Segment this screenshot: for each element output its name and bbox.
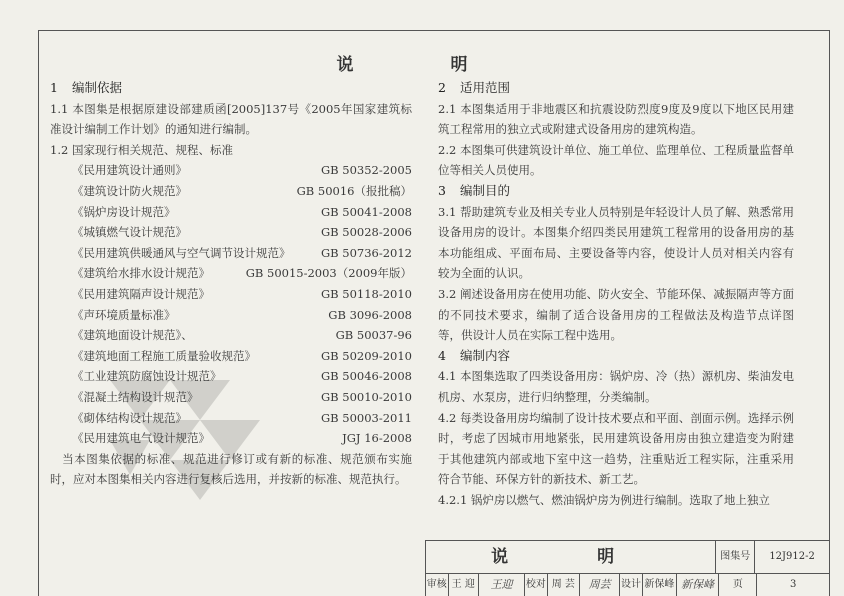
standard-item (50, 428, 412, 449)
standard-code: GB 50118-2010 (320, 286, 412, 301)
paragraph-1-2: 1.2 国家现行相关规范、规程、标准 (50, 142, 233, 157)
standard-name: 《民用建筑隔声设计规范》 (72, 286, 210, 301)
standard-code: GB 50046-2008 (320, 369, 412, 384)
standard-item (50, 160, 412, 181)
standard-code: GB 50037-96 (335, 328, 412, 343)
check-label: 校对 (525, 574, 548, 596)
review-label: 审核 (426, 574, 449, 596)
standard-name: 《建筑地面设计规范》、 (72, 328, 193, 343)
standard-name: 《民用建筑供暖通风与空气调节设计规范》 (72, 245, 291, 260)
paragraph-note: 当本图集依据的标准、规范进行修订或有新的标准、规范颁布实施时，应对本图集相关内容进行复核后选用，并按新的标准、规范执行。 (50, 451, 412, 487)
design-label: 设计 (620, 574, 643, 596)
section-number: 2 (438, 80, 446, 95)
page-number: 3 (790, 579, 797, 590)
section-3-heading (438, 181, 794, 202)
standard-code: GB 50352-2005 (320, 163, 412, 178)
standard-name: 《砌体结构设计规范》 (72, 410, 187, 425)
standard-name: 《城镇燃气设计规范》 (72, 225, 187, 240)
standard-item (50, 263, 412, 284)
standard-name: 《声环境质量标准》 (72, 307, 176, 322)
standard-name: 《民用建筑设计通则》 (72, 163, 187, 178)
design-name: 新保峰 (643, 574, 677, 596)
standard-item (50, 346, 412, 367)
review-signature: 王迎 (479, 574, 525, 596)
review-name: 王 迎 (449, 574, 479, 596)
paragraph-4-2-1: 4.2.1 锅炉房以燃气、燃油锅炉房为例进行编制。选取了地上独立 (438, 492, 770, 507)
standard-item (50, 181, 412, 202)
standards-list (50, 160, 412, 448)
section-title: 适用范围 (460, 80, 511, 95)
standard-item (50, 366, 412, 387)
standard-item (50, 305, 412, 326)
standard-code: GB 50028-2006 (320, 225, 412, 240)
paragraph-2-2: 2.2 本图集可供建筑设计单位、施工单位、监理单位、工程质量监督单位等相关人员使用。 (438, 142, 794, 178)
standard-item (50, 408, 412, 429)
paragraph-4-2: 4.2 每类设备用房均编制了设计技术要点和平面、剖面示例。选择示例时，考虑了因城市用地紧张，民用建筑设备用房由独立建造变为附建于其他建筑内部或地下室中这一趋势，注重贴近工程实际，注重采用符合节能、环保方针的新技术、新工艺。 (438, 410, 794, 487)
standard-code: GB 50003-2011 (320, 410, 412, 425)
standard-item (50, 325, 412, 346)
standard-item (50, 387, 412, 408)
standard-code: GB 50041-2008 (320, 204, 412, 219)
section-number: 3 (438, 182, 446, 198)
paragraph-3-2: 3.2 阐述设备用房在使用功能、防火安全、节能环保、减振隔声等方面的不同技术要求，编制了适合设备用房的工程做法及构造节点详图等，供设计人员在实际工程中选用。 (438, 286, 794, 343)
check-signature: 周芸 (580, 574, 620, 596)
page-title: 说 明 (336, 55, 508, 75)
paragraph-4-1: 4.1 本图集选取了四类设备用房：锅炉房、冷（热）源机房、柴油发电机房、水泵房，进行归纳整理，分类编制。 (438, 369, 794, 404)
section-1-heading (50, 78, 412, 99)
standard-code: GB 50016（报批稿） (296, 183, 412, 198)
paragraph-1-1: 1.1 本图集是根据原建设部建质函[2005]137号《2005年国家建筑标准设计编制工作计划》的通知进行编制。 (50, 101, 412, 137)
standard-code: GB 50015-2003（2009年版） (245, 266, 412, 281)
standard-name: 《锅炉房设计规范》 (72, 204, 176, 219)
standard-item (50, 202, 412, 223)
section-number: 1 (50, 80, 58, 95)
atlas-label: 图集号 (716, 541, 755, 573)
section-title: 编制依据 (72, 80, 123, 95)
standard-code: GB 50010-2010 (320, 389, 412, 404)
section-4-heading (438, 346, 794, 367)
standard-name: 《建筑给水排水设计规范》 (72, 266, 210, 281)
design-signature: 新保峰 (677, 574, 719, 596)
standard-item (50, 222, 412, 243)
standard-name: 《建筑地面工程施工质量验收规范》 (72, 348, 256, 363)
standard-code: GB 50736-2012 (320, 245, 412, 260)
check-name: 周 芸 (548, 574, 580, 596)
standard-code: GB 3096-2008 (328, 307, 412, 322)
title-block-row-top (426, 541, 829, 574)
left-column (50, 78, 412, 490)
standard-name: 《民用建筑电气设计规范》 (72, 431, 210, 446)
standard-code: JGJ 16-2008 (342, 431, 412, 446)
title-block (425, 540, 829, 596)
standard-name: 《混凝土结构设计规范》 (72, 389, 199, 404)
standard-name: 《建筑设计防火规范》 (72, 183, 187, 198)
section-title: 编制内容 (460, 347, 511, 363)
standard-item (50, 284, 412, 305)
paragraph-2-1: 2.1 本图集适用于非地震区和抗震设防烈度9度及9度以下地区民用建筑工程常用的独立式或附建式设备用房的建筑构造。 (438, 101, 794, 137)
standard-name: 《工业建筑防腐蚀设计规范》 (72, 369, 222, 384)
section-title: 编制目的 (460, 182, 511, 198)
title-block-title: 说 明 (426, 541, 716, 573)
right-column (438, 78, 794, 510)
atlas-number: 12J912-2 (769, 551, 815, 562)
title-block-row-bottom (426, 574, 829, 596)
standard-code: GB 50209-2010 (320, 348, 412, 363)
page-label: 页 (719, 574, 757, 596)
standard-item (50, 243, 412, 264)
section-number: 4 (438, 347, 446, 363)
paragraph-3-1: 3.1 帮助建筑专业及相关专业人员特别是年轻设计人员了解、熟悉常用设备用房的设计。本图集介绍四类民用建筑工程常用的设备用房的基本功能组成、平面布局、主要设备等内容，使设计人员对相关内容有较为全面的认识。 (438, 204, 794, 281)
section-2-heading (438, 78, 794, 99)
